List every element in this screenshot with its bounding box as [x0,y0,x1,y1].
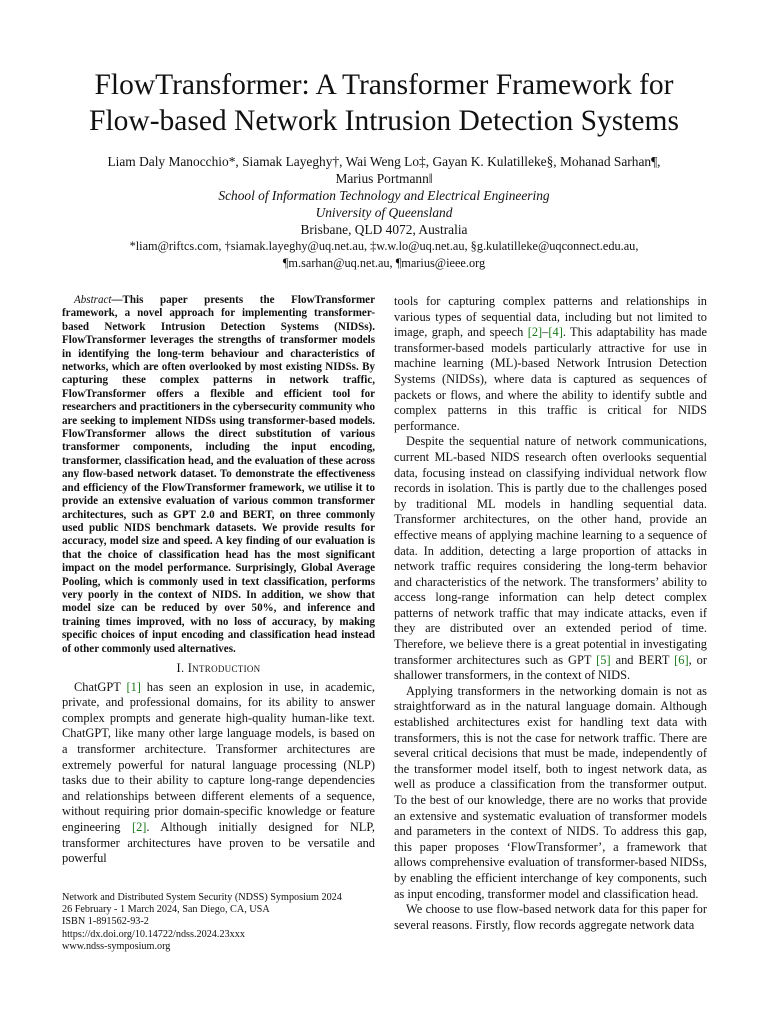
author-emails-line-1: *liam@riftcs.com, †siamak.layeghy@uq.net.au, ‡w.w.lo@uq.net.au, §g.kulatilleke@uqconnect.edu.au, [129,239,639,253]
right-column [394,294,707,933]
citation-link[interactable]: [2] [131,819,147,834]
conference-footnote [62,892,382,953]
section-numeral: I. [176,660,185,675]
intro-text: . Although initially designed for NLP, transformer architectures have proven to be versatile and powerful [62,819,375,866]
paper-title [40,67,728,139]
citation-range-dash: – [542,325,549,340]
footnote-line: Network and Distributed System Security (NDSS) Symposium 2024 [62,892,342,903]
footnote-line: ISBN 1-891562-93-2 [62,916,149,928]
body-text: , or shallower transformers, in the context of NIDS. [394,652,707,683]
intro-text: has seen an explosion in use, in academic, private, and professional domains, for its ability to answer complex prompts and generate high-quality human-like text. ChatGPT, like many other large language models, is based on a transformer architecture. Transformer architectures are extremely powerful for natural language processing (NLP) tasks due to their ability to capture long-range dependencies and relationships between different elements of a sequence, without requiring prior domain-specific knowledge or feature engineering [62,679,375,834]
left-column [62,294,375,867]
author-emails-line-2: ¶m.sarhan@uq.net.au, ¶marius@ieee.org [282,256,486,270]
intro-paragraph-3: Applying transformers in the networking domain is not as straightforward as in the natural language domain. Although established architectures exist for handling text data with transformers, this is not the case for network traffic. There are several critical decisions that must be made, independently of the transformer model itself, both to ingest network data, as well as produce a classification from the transformer output. To the best of our knowledge, there are no works that provide an extensive and systematic evaluation of transformer models and parameters in the context of NIDS. To address this gap, this paper proposes ‘FlowTransformer’, a framework that allows comprehensive evaluation of transformer-based NIDSs, by enabling the efficient interchange of key components, such as input encoding, transformer model and classification head. [394,683,707,901]
section-heading-introduction [62,661,375,677]
citation-link[interactable]: [5] [596,652,611,667]
intro-paragraph-4: We choose to use flow-based network data for this paper for several reasons. Firstly, flow records aggregate network data [394,902,707,932]
affiliation-school: School of Information Technology and Electrical Engineering [218,188,550,203]
citation-link[interactable]: [1] [126,679,141,694]
intro-paragraph-2 [394,434,707,684]
intro-text: ChatGPT [74,679,127,694]
body-text: . This adaptability has made transformer-based models particularly attractive for use in machine learning (ML)-based Network Intrusion Detection Systems (NIDSs), where data is captured as sequences of packets or flows, and where the ability to identify subtle and complex patterns in this traffic is critical for NIDS performance. [394,325,707,433]
citation-link[interactable]: [4] [548,325,563,340]
citation-link[interactable]: [2] [527,325,543,340]
author-block [40,153,728,272]
author-list-line-1: Liam Daly Manocchio*, Siamak Layeghy†, Wai Weng Lo‡, Gayan K. Kulatilleke§, Mohanad Sarhan¶, [107,154,661,169]
footnote-website-link[interactable]: www.ndss-symposium.org [62,940,171,952]
abstract-dash: — [111,294,123,306]
intro-paragraph-1 [62,680,375,867]
affiliation-university: University of Queensland [315,205,453,220]
author-list-line-2: Marius Portmann‖ [335,171,433,186]
body-text: and BERT [610,652,675,667]
title-line-1: FlowTransformer: A Transformer Framework for [94,69,674,101]
abstract-label: Abstract [74,294,112,306]
abstract [62,294,375,656]
intro-paragraph-continued [394,294,707,434]
title-line-2: Flow-based Network Intrusion Detection Systems [89,105,679,137]
affiliation-address: Brisbane, QLD 4072, Australia [300,222,468,237]
abstract-text: This paper presents the FlowTransformer framework, a novel approach for implementing transformer-based Network Intrusion Detection Systems (NIDSs). FlowTransformer leverages the strengths of transformer models in identifying the long-term behaviour and characteristics of networks, which are often overlooked by most existing NIDSs. By capturing these complex patterns in network traffic, FlowTransformer offers a flexible and efficient tool for researchers and practitioners in the cybersecurity community who are seeking to implement NIDSs using transformer-based models. FlowTransformer allows the direct substitution of various transformer components, including the input encoding, transformer, classification head, and the evaluation of these across any flow-based network dataset. To demonstrate the effectiveness and efficiency of the FlowTransformer framework, we utilise it to provide an extensive evaluation of various common transformer architectures, such as GPT 2.0 and BERT, on three commonly used public NIDS benchmark datasets. We provide results for accuracy, model size and speed. A key finding of our evaluation is that the choice of classification head has the most significant impact on the model performance. Surprisingly, Global Average Pooling, which is commonly used in text classification, performs very poorly in the context of NIDS. In addition, we show that model size can be reduced by over 50%, and inference and training times improved, with no loss of accuracy, by making specific choices of input encoding and classification head instead of other commonly used alternatives. [62,294,375,655]
section-title: Introduction [187,660,261,675]
citation-link[interactable]: [6] [674,652,689,667]
body-text: Despite the sequential nature of network communications, current ML-based NIDS research often overlooks sequential data, focusing instead on classifying individual network flow records in isolation. This is partly due to the challenges posed by traditional ML models in handling sequential data. Transformer architectures, on the other hand, provide an effective means of applying machine learning to a sequence of data. In addition, detecting a large proportion of attacks in network traffic requires considering the long-term behavior and characteristics of the network. The transformers’ ability to access long-range information can help detect complex patterns of network traffic that may indicate attacks, even if they are distributed over an extended period of time. Therefore, we believe there is a great potential in investigating transformer architectures such as GPT [394,434,707,667]
footnote-doi-link[interactable]: https://dx.doi.org/10.14722/ndss.2024.23xxx [62,928,245,940]
body-text: tools for capturing complex patterns and relationships in various types of sequential data, including but not limited to image, graph, and speech [394,294,707,340]
footnote-line: 26 February - 1 March 2024, San Diego, CA, USA [62,904,270,916]
